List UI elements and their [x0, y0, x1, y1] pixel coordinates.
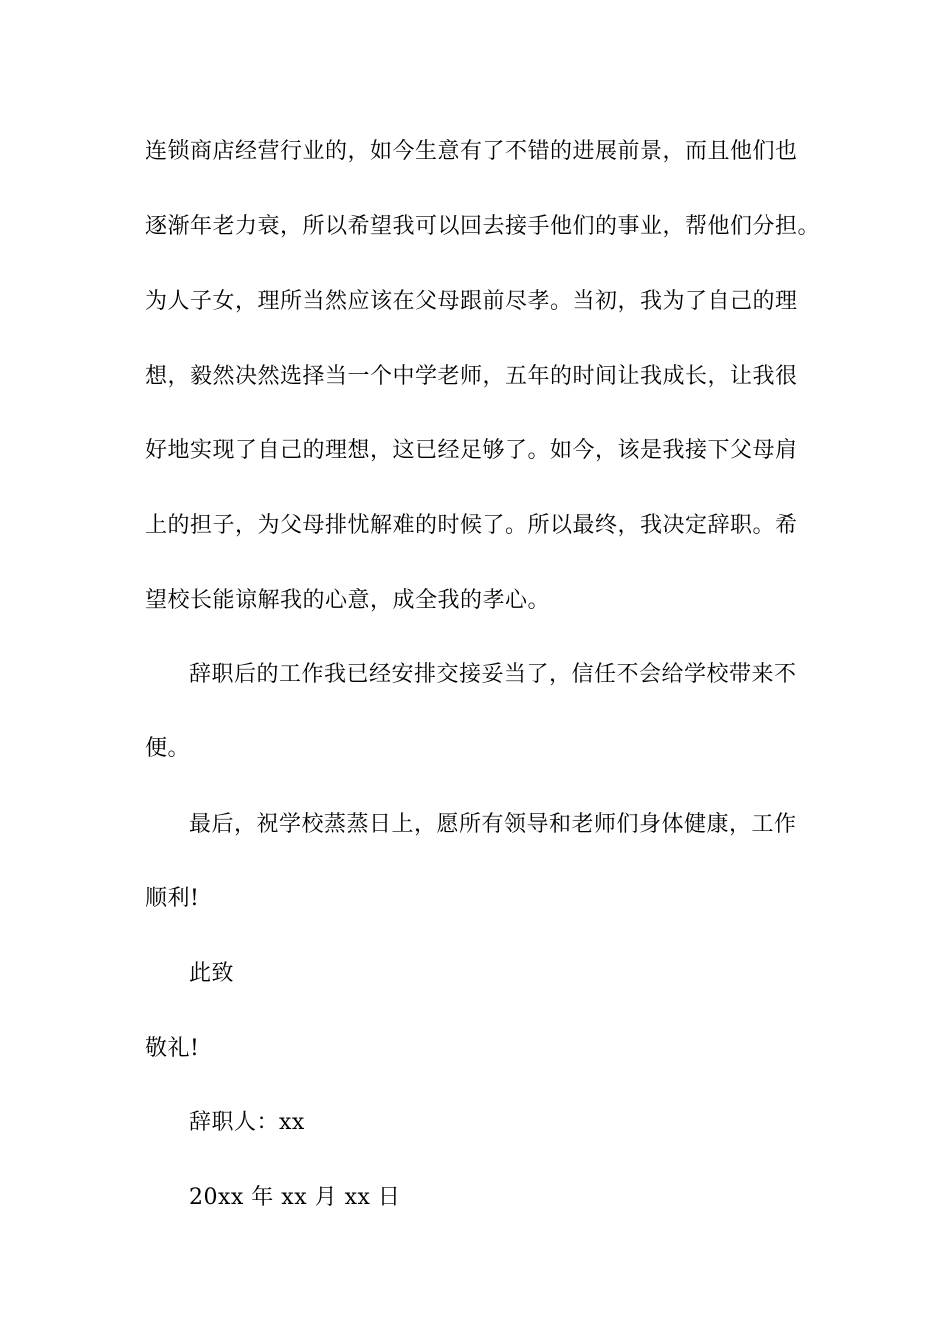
paragraph-line: 为人子女，理所当然应该在父母跟前尽孝。当初，我为了自己的理: [145, 289, 798, 314]
paragraph-line: 便。: [145, 736, 191, 761]
closing-salutation: 敬礼!: [145, 1036, 200, 1061]
paragraph-line: 逐渐年老力衰，所以希望我可以回去接手他们的事业，帮他们分担。: [145, 214, 821, 239]
paragraph-line: 辞职后的工作我已经安排交接妥当了，信任不会给学校带来不: [189, 662, 797, 687]
date-line: 20xx 年 xx 月 xx 日: [189, 1185, 401, 1210]
paragraph-line: 好地实现了自己的理想，这已经足够了。如今，该是我接下父母肩: [145, 438, 798, 463]
paragraph-line: 想，毅然决然选择当一个中学老师，五年的时间让我成长，让我很: [145, 364, 798, 389]
signature-line: 辞职人：xx: [189, 1110, 305, 1135]
paragraph-line: 顺利!: [145, 886, 200, 911]
paragraph-line: 最后，祝学校蒸蒸日上，愿所有领导和老师们身体健康，工作: [189, 812, 797, 837]
paragraph-line: 上的担子，为父母排忧解难的时候了。所以最终，我决定辞职。希: [145, 513, 798, 538]
paragraph-line: 望校长能谅解我的心意，成全我的孝心。: [145, 588, 551, 613]
closing-line: 此致: [189, 961, 235, 986]
paragraph-line: 连锁商店经营行业的，如今生意有了不错的进展前景，而且他们也: [145, 139, 798, 164]
